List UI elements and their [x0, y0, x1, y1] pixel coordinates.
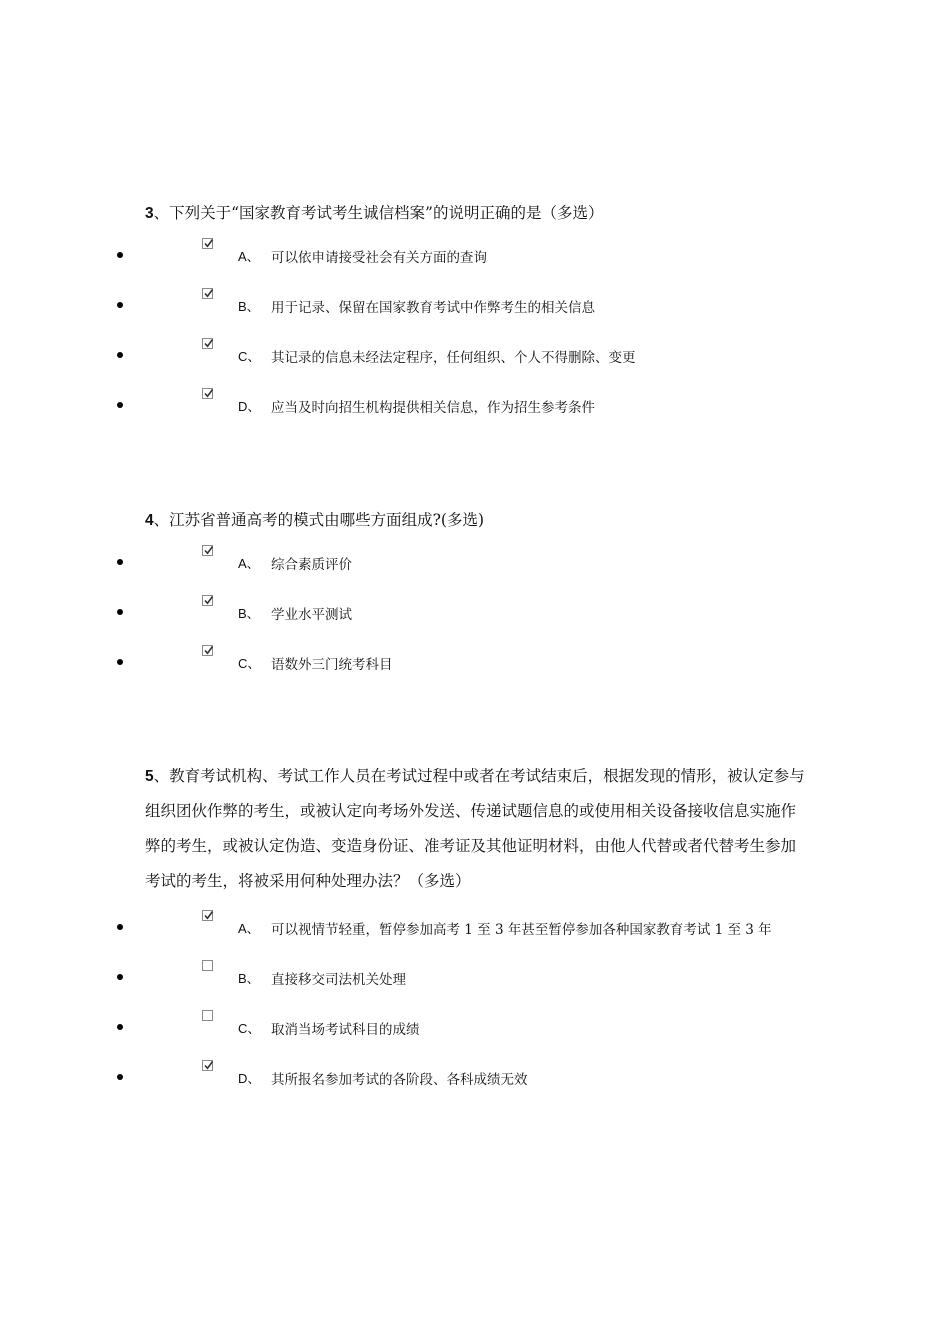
- option-text: 用于记录、保留在国家教育考试中作弊考生的相关信息: [271, 300, 595, 316]
- checkbox-checked[interactable]: [202, 545, 213, 556]
- checkbox-checked[interactable]: [202, 388, 213, 399]
- checkbox-checked[interactable]: [202, 238, 213, 249]
- checkbox-unchecked[interactable]: [202, 1010, 213, 1021]
- checkmark-icon: [203, 388, 214, 399]
- checkbox-checked[interactable]: [202, 1060, 213, 1071]
- bullet-icon: [117, 352, 123, 358]
- question-number: 5: [145, 768, 154, 785]
- checkmark-icon: [203, 645, 214, 656]
- option-letter: C、: [238, 349, 261, 364]
- option-letter: B、: [238, 606, 260, 621]
- option-b[interactable]: [0, 593, 950, 643]
- bullet-icon: [117, 659, 123, 665]
- option-letter: B、: [238, 299, 260, 314]
- bullet-icon: [117, 402, 123, 408]
- bullet-icon: [117, 252, 123, 258]
- option-letter: A、: [238, 249, 260, 264]
- question-title: 4、江苏省普通高考的模式由哪些方面组成?(多选): [145, 511, 485, 529]
- option-c[interactable]: [0, 1008, 950, 1058]
- option-letter: D、: [238, 1071, 261, 1086]
- option-letter: C、: [238, 656, 261, 671]
- checkmark-icon: [203, 545, 214, 556]
- option-text: 语数外三门统考科目: [271, 657, 393, 673]
- option-text: 可以视情节轻重，暂停参加高考 1 至 3 年甚至暂停参加各种国家教育考试 1 至 3 年: [271, 922, 772, 938]
- option-a[interactable]: [0, 236, 950, 286]
- question-number: 3: [145, 205, 154, 222]
- bullet-icon: [117, 609, 123, 615]
- checkbox-checked[interactable]: [202, 910, 213, 921]
- checkbox-unchecked[interactable]: [202, 960, 213, 971]
- checkbox-checked[interactable]: [202, 288, 213, 299]
- checkmark-icon: [203, 910, 214, 921]
- option-text: 综合素质评价: [271, 557, 352, 573]
- option-letter: D、: [238, 399, 261, 414]
- option-letter: A、: [238, 921, 260, 936]
- option-b[interactable]: [0, 286, 950, 336]
- bullet-icon: [117, 974, 123, 980]
- checkbox-checked[interactable]: [202, 595, 213, 606]
- bullet-icon: [117, 559, 123, 565]
- option-b[interactable]: [0, 958, 950, 1008]
- option-c[interactable]: [0, 643, 950, 693]
- option-text: 其记录的信息未经法定程序，任何组织、个人不得删除、变更: [271, 350, 636, 366]
- checkmark-icon: [203, 238, 214, 249]
- option-a[interactable]: [0, 908, 950, 958]
- option-text: 直接移交司法机关处理: [271, 972, 406, 988]
- option-text: 取消当场考试科目的成绩: [271, 1022, 420, 1038]
- checkmark-icon: [203, 1060, 214, 1071]
- option-letter: B、: [238, 971, 260, 986]
- checkbox-checked[interactable]: [202, 338, 213, 349]
- option-letter: A、: [238, 556, 260, 571]
- bullet-icon: [117, 1074, 123, 1080]
- bullet-icon: [117, 302, 123, 308]
- option-d[interactable]: [0, 1058, 950, 1108]
- option-text: 其所报名参加考试的各阶段、各科成绩无效: [271, 1072, 528, 1088]
- option-text: 可以依申请接受社会有关方面的查询: [271, 250, 487, 266]
- bullet-icon: [117, 1024, 123, 1030]
- question-number: 4: [145, 512, 154, 529]
- checkmark-icon: [203, 338, 214, 349]
- checkbox-checked[interactable]: [202, 645, 213, 656]
- option-letter: C、: [238, 1021, 261, 1036]
- option-a[interactable]: [0, 543, 950, 593]
- bullet-icon: [117, 924, 123, 930]
- checkmark-icon: [203, 288, 214, 299]
- checkmark-icon: [203, 595, 214, 606]
- question-title: 5、教育考试机构、考试工作人员在考试过程中或者在考试结束后，根据发现的情形，被认定参与组织团伙作弊的考生，或被认定向考场外发送、传递试题信息的或使用相关设备接收信息实施作弊的考生，或被认定伪造、变造身份证、准考证及其他证明材料，由他人代替或者代替考生参加考试的考生，将被采用何种处理办法？（多选）: [145, 767, 805, 890]
- option-d[interactable]: [0, 386, 950, 436]
- option-text: 学业水平测试: [271, 607, 352, 623]
- option-c[interactable]: [0, 336, 950, 386]
- question-title: 3、下列关于“国家教育考试考生诚信档案”的说明正确的是（多选）: [145, 204, 604, 222]
- option-text: 应当及时向招生机构提供相关信息，作为招生参考条件: [271, 400, 595, 416]
